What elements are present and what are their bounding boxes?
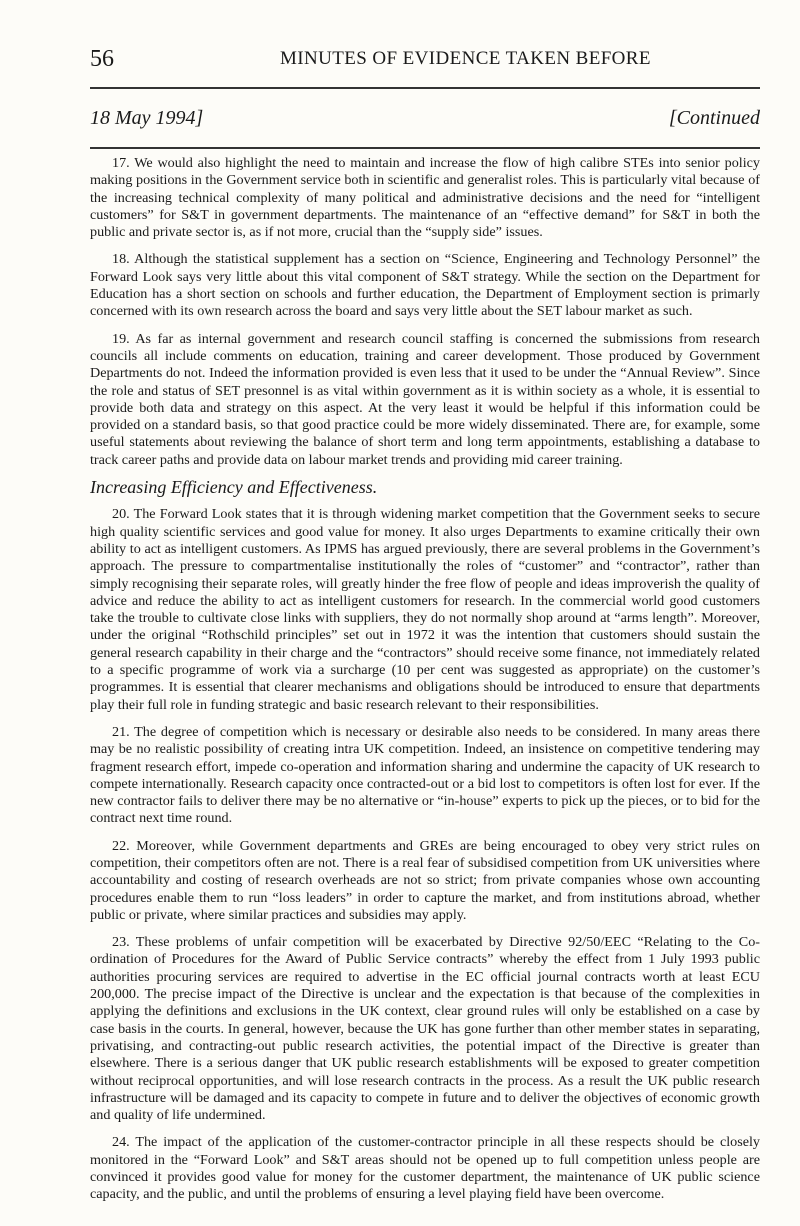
paragraph-number: 22. [112,837,130,854]
paragraph-number: 17. [112,155,130,171]
paragraph-text: These problems of unfair competition will be exacerbated by Directive 92/50/EEC “Relating to the Co-ordination of Procedures for the Award of Public Service contracts” whereby the effect from 1 July 1993 public authorities procuring services are required to advertise in the EC official journal contracts worth at least ECU 200,000. The precise impact of the Directive is unclear and the expectation is that because of the complexities in applying the definitions and exclusions in the UK context, clear ground rules will only be established on a case by case basis in the courts. In general, however, because the UK has gone further than other member states in separating, privatising, and contracting-out public research activities, the potential impact of the Directive is greater than elsewhere. There is a serious danger that UK public research establishments will be exposed to greater competition without reciprocal opportunities, and will lose research contracts in the process. As a result the UK public research infrastructure will be damaged and its capacity to compete in future and to deliver the objectives of economic growth and quality of life undermined. [90,934,760,1124]
paragraph-number: 24. [112,1134,130,1151]
paragraph-number: 19. [112,330,130,347]
paragraph-number: 20. [112,506,130,523]
page-number: 56 [90,45,114,72]
paragraph-18 [90,251,760,320]
header-rule-bottom [90,147,760,149]
paragraph-17 [90,155,760,241]
paragraph-text: We would also highlight the need to maintain and increase the flow of high calibre STEs into senior policy making positions in the Government service both in scientific and generalist roles. This is particularly vital because of the increasing technical complexity of many political and administrative decisions and the need for “intelligent customers” for S&T in government departments. The maintenance of an “effective demand” for S&T in both the public and private sector is, as if not more, crucial than the “supply side” issues. [90,155,760,241]
paragraph-text: The Forward Look states that it is through widening market competition that the Government seeks to secure high quality scientific services and good value for money. It also urges Departments to examine critically their own ability to act as intelligent customers. As IPMS has argued previously, there are several problems in the Government’s approach. The pressure to compartmentalise institutionally the roles of “customer” and “contractor”, rather than simply recognising their separate roles, will greatly hinder the free flow of people and ideas improverish the quality of advice and reduce the ability to act as intelligent customers for research. In the commercial world good customers take the trouble to cultivate close links with suppliers, they do not normally shop around at “arms length”. Moreover, under the original “Rothschild principles” set out in 1972 it was the intention that customers should sustain the general research capability in their charge and the “contractors” should receive some finance, not immediately related to a specific programme of work via a surcharge (10 per cent was suggested as appropriate) on the customer’s programmes. It is essential that clearer mechanisms and obligations should be introduced to ensure that departments play their full role in funding strategic and basic research relevant to their responsibilities. [90,506,761,713]
paragraph-text: The degree of competition which is necessary or desirable also needs to be considered. In many areas there may be no realistic possibility of creating intra UK competition. Indeed, an insistence on competitive tendering may fragment research effort, impede co-operation and information sharing and undermine the capacity of UK research to compete internationally. Research capacity once contracted-out or a bid lost to competitors is often lost for ever. If the new contractor fails to deliver there may be no alternative or “in-house” experts to pick up the pieces, or to bid for the contract next time round. [90,723,760,827]
paragraph-19 [90,331,760,469]
paragraph-20 [90,506,760,714]
date-line [90,97,760,139]
running-title: MINUTES OF EVIDENCE TAKEN BEFORE [280,48,651,69]
paragraph-text: The impact of the application of the customer-contractor principle in all these respects should be closely monitored in the “Forward Look” and S&T areas should not be opened up to full competition unless people are convinced it provides good value for money for the customer department, the maintenance of UK public science capacity, and the public, and until the problems of ensuring a level playing field have been overcome. [90,1134,760,1203]
running-head [90,42,750,76]
continued-label: [Continued [668,106,760,129]
paragraph-23 [90,934,760,1124]
paragraph-text: As far as internal government and research council staffing is concerned the submissions from research councils all include comments on education, training and career development. Those produced by Government Departments do not. Indeed the information provided is even less that it used to be under the “Annual Review”. Since the role and status of SET presonnel is as vital within government as it is within society as a whole, it is essential to provide both data and strategy on this aspect. At the very least it would be helpful if this information could be provided on a standard basis, so that good practice could be more widely disseminated. There are, for example, some useful statements about reviewing the balance of short term and long term appointments, establishing a database to track career paths and provide data on labour market trends and providing mid career training. [90,330,760,468]
evidence-date: 18 May 1994] [90,106,204,129]
paragraph-24 [90,1134,760,1203]
document-body [90,155,760,1214]
header-rule-top [90,87,760,89]
section-heading: Increasing Efficiency and Effectiveness. [90,477,378,498]
paragraph-number: 23. [112,934,130,951]
paragraph-text: Although the statistical supplement has a section on “Science, Engineering and Technology Personnel” the Forward Look says very little about this vital component of S&T strategy. While the section on the Department for Education has a short section on schools and further education, the Department of Employment section is primarly concerned with its own research across the board and says very little about the SET labour market as such. [90,251,760,320]
paragraph-text: Moreover, while Government departments and GREs are being encouraged to obey very strict rules on competition, their competitors often are not. There is a real fear of subsidised competition from UK universities where accountability and costing of research overheads are not so strict; from private companies whose own accounting procedures enable them to run “loss leaders” in order to capture the market, and from institutions abroad, whether public or private, where similar practices and subsidies may apply. [90,837,760,923]
paragraph-number: 18. [112,251,130,268]
paragraph-22 [90,838,760,924]
paragraph-number: 21. [112,723,130,740]
paragraph-21 [90,724,760,828]
